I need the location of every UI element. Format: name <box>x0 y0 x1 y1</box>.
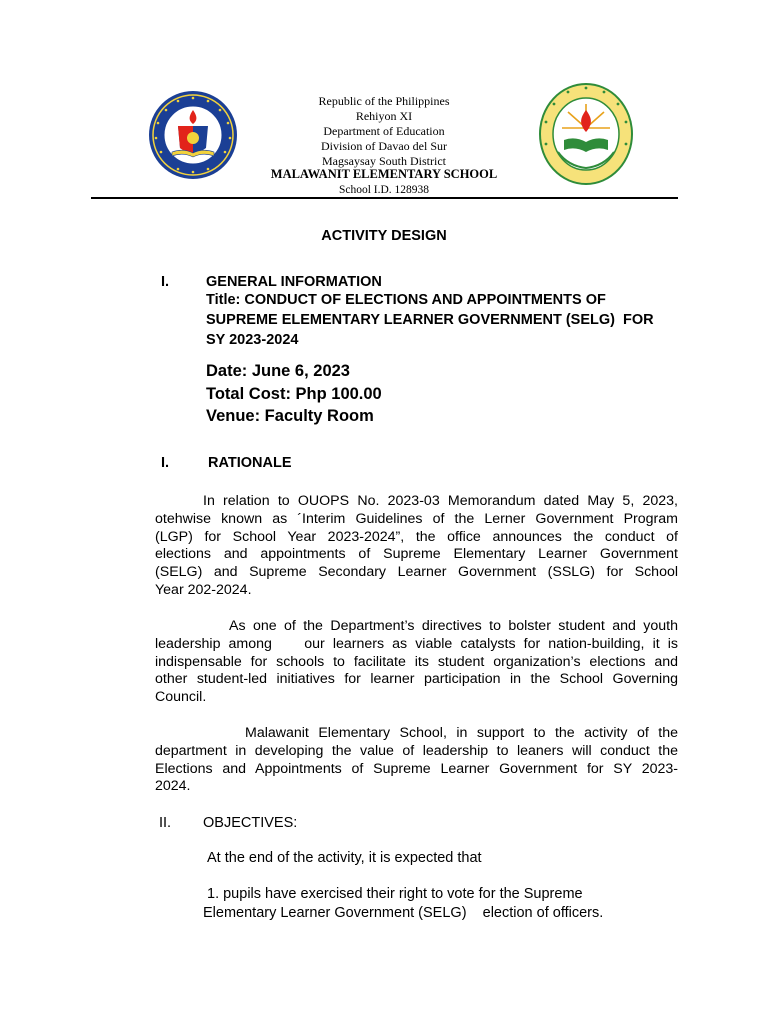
activity-date: Date: June 6, 2023 <box>206 362 350 380</box>
rationale-p3-line: department in developing the value of leadership to leaners will conduct the <box>155 742 678 759</box>
rationale-p1-line: (SELG) and Supreme Secondary Learner Government (SSLG) for School <box>155 564 678 581</box>
activity-title-line-3: SY 2023-2024 <box>206 332 299 348</box>
activity-title-line-1: Title: CONDUCT OF ELECTIONS AND APPOINTMENTS OF <box>206 292 606 308</box>
rationale-p1-line: otehwise known as ´Interim Guidelines of the Lerner Government Program <box>155 510 678 527</box>
activity-title-line-2: SUPREME ELEMENTARY LEARNER GOVERNMENT (SELG) FOR <box>206 312 654 328</box>
rationale-p2-line: As one of the Department’s directives to bolster student and youth <box>229 618 678 634</box>
header-line-division: Division of Davao del Sur <box>321 139 447 153</box>
rationale-p2-line: other student-led initiatives for learner participation in the School Governing <box>155 671 678 688</box>
objectives-heading: OBJECTIVES: <box>203 815 298 831</box>
header-line-district: Magsaysay South District <box>322 154 446 168</box>
rationale-p3-line: Malawanit Elementary School, in support to the activity of the <box>245 725 678 741</box>
rationale-paragraph-2 <box>155 618 678 707</box>
rationale-p1-line: Year 202-2024. <box>155 581 252 598</box>
header-divider <box>91 197 678 199</box>
objectives-intro: At the end of the activity, it is expected that <box>207 850 482 866</box>
rationale-p2-line: Council. <box>155 689 207 706</box>
rationale-p2-line: indispensable for schools to facilitate its student organization’s elections and <box>155 653 678 670</box>
school-name: MALAWANIT ELEMENTARY SCHOOL <box>270 167 498 181</box>
document-title: ACTIVITY DESIGN <box>321 228 447 244</box>
rationale-paragraph-3 <box>155 725 678 796</box>
activity-total-cost: Total Cost: Php 100.00 <box>206 385 382 403</box>
rationale-p1-line: (LGP) for School Year 2023-2024”, the office announces the conduct of <box>155 528 678 545</box>
objectives-numeral: II. <box>159 815 172 831</box>
rationale-p3-line: 2024. <box>155 778 191 795</box>
rationale-p3-line: Elections and Appointments of Supreme Learner Government for SY 2023- <box>155 760 678 777</box>
rationale-p1-line: elections and appointments of Supreme Elementary Learner Government <box>155 546 678 563</box>
general-info-heading: GENERAL INFORMATION <box>206 274 382 290</box>
header-line-department: Department of Education <box>323 124 445 138</box>
school-id: School I.D. 128938 <box>338 184 430 196</box>
objective-item-1-line-1: 1. pupils have exercised their right to vote for the Supreme <box>207 886 583 902</box>
rationale-p2-line: leadership among our learners as viable catalysts for nation-building, it is <box>155 635 678 652</box>
activity-venue: Venue: Faculty Room <box>206 407 374 425</box>
objective-item-1-line-2: Elementary Learner Government (SELG) election of officers. <box>203 905 604 921</box>
general-info-numeral: I. <box>161 274 170 290</box>
header-line-republic: Republic of the Philippines <box>318 94 450 108</box>
rationale-paragraph-1 <box>155 493 678 600</box>
rationale-heading: RATIONALE <box>208 455 292 471</box>
rationale-numeral: I. <box>161 455 170 471</box>
rationale-p1-line: In relation to OUOPS No. 2023-03 Memorandum dated May 5, 2023, <box>203 493 678 509</box>
header-line-region: Rehiyon XI <box>355 109 413 123</box>
